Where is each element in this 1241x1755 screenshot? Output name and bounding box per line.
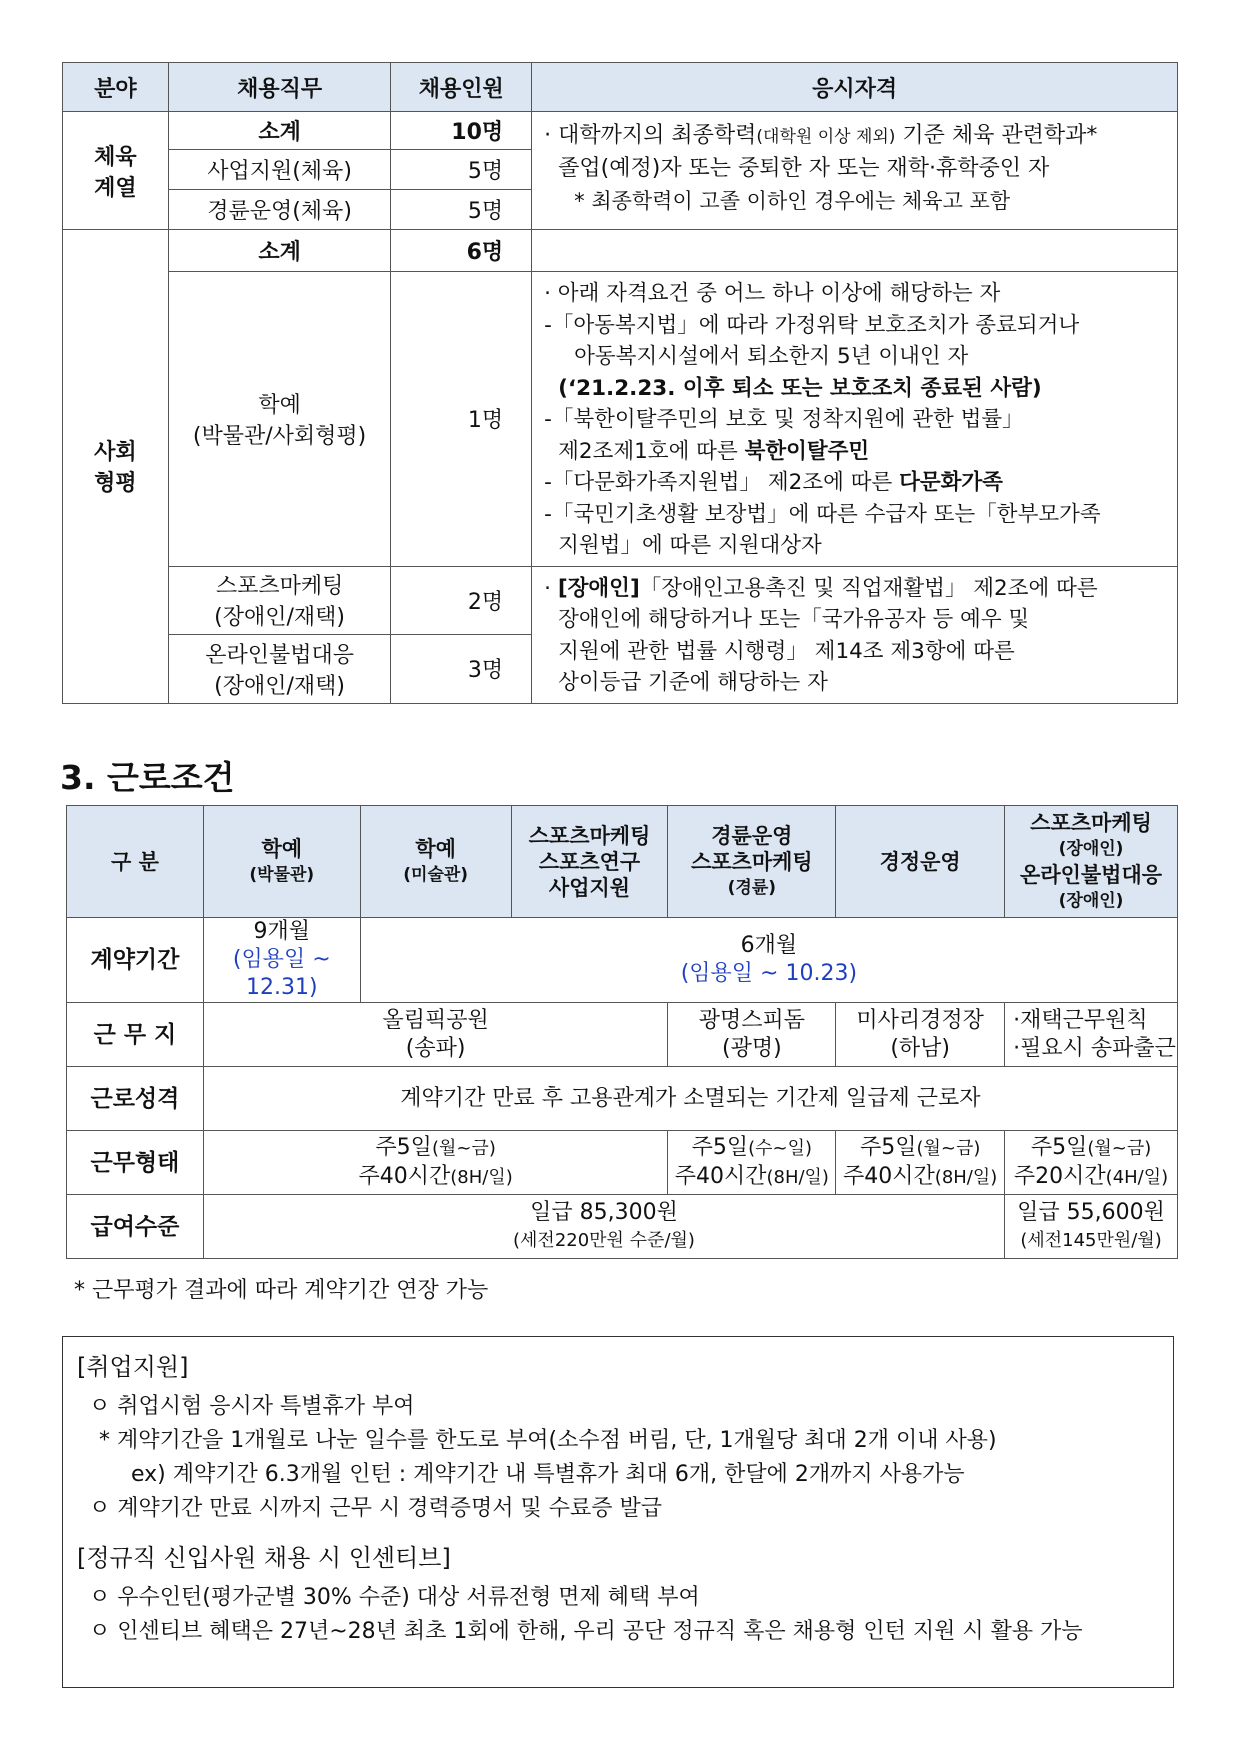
list-item: ㅇ 우수인턴(평가군별 30% 수준) 대상 서류전형 면제 혜택 부여 [89,1585,700,1610]
list-item: * 계약기간을 1개월로 나눈 일수를 한도로 부여(소수점 버림, 단, 1개월당 최대 2개 이내 사용) [99,1428,997,1453]
row-label: 근로성격 [67,1067,204,1131]
subtotal-label: 소계 [168,112,391,150]
cell: 광명스피돔 (광명) [668,1003,836,1067]
job-cell: 온라인불법대응 (장애인/재택) [168,635,391,704]
list-item: ㅇ 계약기간 만료 시까지 근무 시 경력증명서 및 수료증 발급 [89,1496,662,1521]
cell: 6개월 (임용일 ~ 10.23) [360,918,1177,1003]
cell: ·재택근무원칙 ·필요시 송파출근 [1005,1003,1178,1067]
work-conditions-table [66,805,1178,1259]
table-header-row [67,806,1178,918]
table-row [63,566,1178,635]
table-row [67,1195,1178,1259]
support-box [62,1336,1174,1688]
section-title: 3. 근로조건 [60,758,235,797]
box-heading: [취업지원] [77,1353,189,1381]
qualification-cell: · [장애인]「장애인고용촉진 및 직업재활법」 제2조에 따른 장애인에 해당하거나 또는「국가유공자 등 예우 및 지원에 관한 법률 시행령」 제14조 제3항에 따른 상이등급 기준에 해당하는 자 [532,566,1178,703]
header-corner: 구 분 [67,806,204,918]
table-row [63,272,1178,567]
cell: 주5일(월~금) 주40시간(8H/일) [203,1131,668,1195]
cell: 미사리경정장 (하남) [836,1003,1005,1067]
count-cell: 5명 [391,150,532,190]
header-count: 채용인원 [391,63,532,112]
header-field: 분야 [63,63,169,112]
header-col: 경륜운영 스포츠마케팅 (경륜) [668,806,836,918]
job-cell: 학예 (박물관/사회형평) [168,272,391,567]
row-label: 계약기간 [67,918,204,1003]
list-item: ㅇ 인센티브 혜택은 27년~28년 최초 1회에 한해, 우리 공단 정규직 혹은 채용형 인턴 지원 시 활용 가능 [89,1619,1083,1644]
table-row [67,918,1178,1003]
table-row [63,112,1178,150]
count-cell: 3명 [391,635,532,704]
cell: 계약기간 만료 후 고용관계가 소멸되는 기간제 일급제 근로자 [203,1067,1177,1131]
qualification-cell: · 아래 자격요건 중 어느 하나 이상에 해당하는 자 -「아동복지법」에 따라 가정위탁 보호조치가 종료되거나 아동복지시설에서 퇴소한지 5년 이내인 자 (‘21.2.23. 이후 퇴소 또는 보호조치 종료된 사람) -「북한이탈주민의 보호 및 정착지원에 관한 법률」 제2조제1호에 따른 북한이탈주민 -「다문화가족지원법」 제2조에 따른 다문화가족 -「국민기초생활 보장법」에 따른 수급자 또는「한부모가족 지원법」에 따른 지원대상자 [532,272,1178,567]
job-cell: 경륜운영(체육) [168,190,391,230]
cell: 일급 55,600원 (세전145만원/월) [1005,1195,1178,1259]
table-row [63,230,1178,272]
table-row [67,1131,1178,1195]
cell: 주5일(월~금) 주20시간(4H/일) [1005,1131,1178,1195]
cell: 주5일(월~금) 주40시간(8H/일) [836,1131,1005,1195]
footnote: * 근무평가 결과에 따라 계약기간 연장 가능 [74,1278,489,1303]
header-col: 스포츠마케팅 (장애인) 온라인불법대응 (장애인) [1005,806,1178,918]
qualification-cell: · 대학까지의 최종학력(대학원 이상 제외) 기준 체육 관련학과* 졸업(예정)자 또는 중퇴한 자 또는 재학·휴학중인 자 * 최종학력이 고졸 이하인 경우에는 체육고 포함 [532,112,1178,230]
empty-cell [532,230,1178,272]
row-label: 급여수준 [67,1195,204,1259]
header-col: 학예 (미술관) [360,806,511,918]
cell: 일급 85,300원 (세전220만원 수준/월) [203,1195,1004,1259]
header-qualification: 응시자격 [532,63,1178,112]
count-cell: 1명 [391,272,532,567]
list-item: ㅇ 취업시험 응시자 특별휴가 부여 [89,1394,415,1419]
subtotal-label: 소계 [168,230,391,272]
table-row [67,1067,1178,1131]
table-row [67,1003,1178,1067]
cell: 올림픽공원 (송파) [203,1003,668,1067]
header-col: 경정운영 [836,806,1005,918]
job-cell: 사업지원(체육) [168,150,391,190]
header-job: 채용직무 [168,63,391,112]
table-header-row [63,63,1178,112]
header-col: 스포츠마케팅 스포츠연구 사업지원 [511,806,668,918]
count-cell: 5명 [391,190,532,230]
row-label: 근 무 지 [67,1003,204,1067]
job-cell: 스포츠마케팅 (장애인/재택) [168,566,391,635]
cell: 주5일(수~일) 주40시간(8H/일) [668,1131,836,1195]
header-col: 학예 (박물관) [203,806,360,918]
list-item: ex) 계약기간 6.3개월 인턴 : 계약기간 내 특별휴가 최대 6개, 한달에 2개까지 사용가능 [131,1462,965,1487]
box-heading: [정규직 신입사원 채용 시 인센티브] [77,1544,451,1572]
row-label: 근무형태 [67,1131,204,1195]
subtotal-count: 10명 [391,112,532,150]
count-cell: 2명 [391,566,532,635]
cell: 9개월 (임용일 ~ 12.31) [203,918,360,1003]
field-cell: 사회 형평 [63,230,169,704]
subtotal-count: 6명 [391,230,532,272]
field-cell: 체육 계열 [63,112,169,230]
recruitment-table [62,62,1178,704]
